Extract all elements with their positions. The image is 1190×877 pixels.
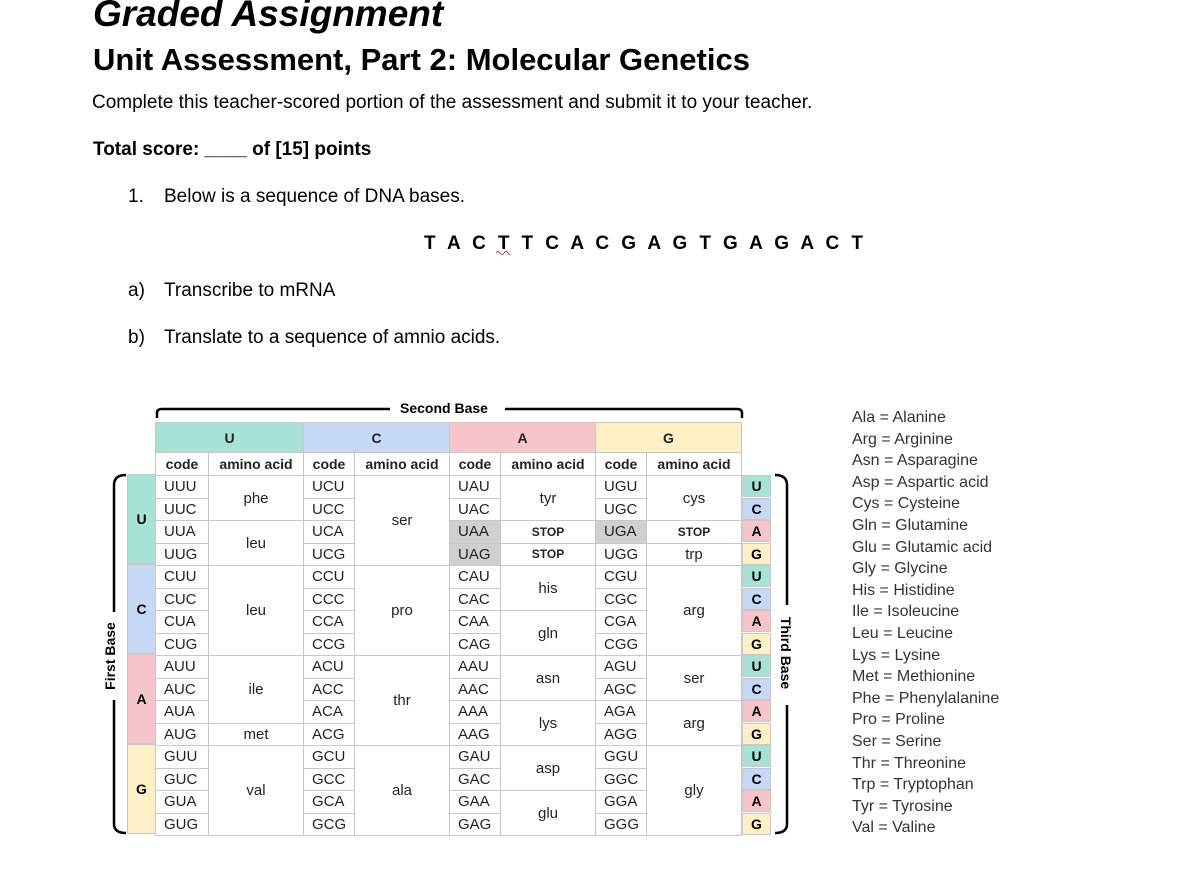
- codon-table: [155, 422, 742, 836]
- legend-item: Ile = Isoleucine: [852, 603, 960, 621]
- part-letter: a): [128, 280, 145, 301]
- amino-acid: phe: [209, 476, 304, 521]
- third-base-cell: U: [742, 475, 771, 497]
- codon: GAA: [450, 791, 501, 814]
- legend-item: Ser = Serine: [852, 732, 942, 750]
- legend-item: Gly = Glycine: [852, 560, 948, 578]
- legend-item: Trp = Tryptophan: [852, 776, 974, 794]
- page-title: Graded Assignment: [93, 0, 444, 34]
- stop-codon: STOP: [501, 543, 596, 566]
- third-base-cell: U: [742, 655, 771, 677]
- stop-codon: STOP: [501, 521, 596, 544]
- amino-acid: asn: [501, 656, 596, 701]
- amino-acid: ser: [647, 656, 742, 701]
- legend-item: Gln = Glutamine: [852, 516, 969, 534]
- codon: CCG: [304, 633, 355, 656]
- codon: GGC: [596, 768, 647, 791]
- codon: UAA: [450, 521, 501, 544]
- legend-item: Met = Methionine: [852, 668, 976, 686]
- codon: AUU: [156, 656, 209, 679]
- dna-sequence: T A C T T C A C G A G T G A G A C T: [424, 233, 867, 254]
- codon: GCG: [304, 813, 355, 836]
- question-part-a: [128, 280, 335, 302]
- stop-codon: STOP: [647, 521, 742, 544]
- legend-item: Cys = Cysteine: [852, 495, 961, 513]
- codon: GGU: [596, 746, 647, 769]
- amino-acid: lys: [501, 701, 596, 746]
- codon: ACU: [304, 656, 355, 679]
- legend-item: Leu = Leucine: [852, 624, 953, 642]
- amino-acid: asp: [501, 746, 596, 791]
- codon: AUG: [156, 723, 209, 746]
- first-base-cell: U: [127, 474, 156, 564]
- codon: UAU: [450, 476, 501, 499]
- codon: CAC: [450, 588, 501, 611]
- amino-acid: arg: [647, 566, 742, 656]
- codon: UAG: [450, 543, 501, 566]
- codon: UUU: [156, 476, 209, 499]
- codon: CCC: [304, 588, 355, 611]
- amino-acid: ser: [355, 476, 450, 566]
- amino-acid: leu: [209, 521, 304, 566]
- first-base-cell: G: [127, 744, 156, 834]
- third-base-cell: A: [742, 520, 771, 542]
- codon: AAG: [450, 723, 501, 746]
- question-number: 1.: [128, 186, 144, 207]
- third-base-cell: G: [742, 633, 771, 655]
- codon: GAG: [450, 813, 501, 836]
- second-base-header: A: [450, 423, 596, 453]
- amino-acid: val: [209, 746, 304, 836]
- part-text: Transcribe to mRNA: [164, 280, 336, 301]
- column-header: amino acid: [647, 453, 742, 476]
- codon: AAC: [450, 678, 501, 701]
- third-base-cell: U: [742, 745, 771, 767]
- legend-item: Asp = Aspartic acid: [852, 473, 989, 491]
- codon: GUG: [156, 813, 209, 836]
- amino-acid: pro: [355, 566, 450, 656]
- third-base-cell: C: [742, 498, 771, 520]
- codon: AAA: [450, 701, 501, 724]
- column-header: amino acid: [209, 453, 304, 476]
- codon: UCG: [304, 543, 355, 566]
- codon: CAU: [450, 566, 501, 589]
- legend-item: Arg = Arginine: [852, 430, 953, 448]
- first-base-cell: A: [127, 654, 156, 744]
- codon: UUG: [156, 543, 209, 566]
- codon: UGU: [596, 476, 647, 499]
- legend-item: Val = Valine: [852, 819, 936, 837]
- question-part-b: [128, 327, 500, 349]
- column-header: code: [156, 453, 209, 476]
- amino-acid: gln: [501, 611, 596, 656]
- codon: AUC: [156, 678, 209, 701]
- codon: CUA: [156, 611, 209, 634]
- codon: UUA: [156, 521, 209, 544]
- codon: ACG: [304, 723, 355, 746]
- third-base-cell: G: [742, 543, 771, 565]
- instructions-text: Complete this teacher-scored portion of the assessment and submit it to your teacher.: [92, 92, 813, 113]
- codon: UCU: [304, 476, 355, 499]
- amino-acid: cys: [647, 476, 742, 521]
- column-header: code: [304, 453, 355, 476]
- column-header: amino acid: [355, 453, 450, 476]
- codon: GCC: [304, 768, 355, 791]
- codon: CCU: [304, 566, 355, 589]
- codon: GGA: [596, 791, 647, 814]
- codon: UCC: [304, 498, 355, 521]
- third-base-label: Third Base: [778, 616, 794, 690]
- codon: GUA: [156, 791, 209, 814]
- third-base-cell: C: [742, 588, 771, 610]
- first-base-label: First Base: [102, 622, 118, 690]
- amino-acid: leu: [209, 566, 304, 656]
- codon: UGG: [596, 543, 647, 566]
- codon: UGC: [596, 498, 647, 521]
- question-1: [128, 186, 465, 208]
- legend-item: Ala = Alanine: [852, 409, 946, 426]
- codon: AGU: [596, 656, 647, 679]
- legend-item: His = Histidine: [852, 581, 955, 599]
- amino-acid: gly: [647, 746, 742, 836]
- codon: GCA: [304, 791, 355, 814]
- codon: AGA: [596, 701, 647, 724]
- codon: CGG: [596, 633, 647, 656]
- codon: CUU: [156, 566, 209, 589]
- amino-acid: tyr: [501, 476, 596, 521]
- codon: CAA: [450, 611, 501, 634]
- amino-acid: his: [501, 566, 596, 611]
- third-base-cell: C: [742, 678, 771, 700]
- amino-acid: ile: [209, 656, 304, 724]
- part-text: Translate to a sequence of amnio acids.: [164, 327, 501, 348]
- total-score: Total score: ____ of [15] points: [93, 139, 372, 160]
- codon: CGA: [596, 611, 647, 634]
- legend-item: Asn = Asparagine: [852, 452, 978, 470]
- legend-item: Lys = Lysine: [852, 646, 941, 664]
- third-base-cell: A: [742, 790, 771, 812]
- second-base-label: Second Base: [400, 400, 488, 416]
- first-base-cell: C: [127, 564, 156, 654]
- codon: AGG: [596, 723, 647, 746]
- legend-item: Pro = Proline: [852, 711, 945, 729]
- legend-item: Tyr = Tyrosine: [852, 797, 953, 815]
- codon: UCA: [304, 521, 355, 544]
- codon: UUC: [156, 498, 209, 521]
- amino-acid-legend: [852, 407, 999, 839]
- amino-acid: met: [209, 723, 304, 746]
- codon: GUU: [156, 746, 209, 769]
- amino-acid: trp: [647, 543, 742, 566]
- third-base-cell: G: [742, 813, 771, 835]
- spellcheck-underline: [496, 250, 510, 256]
- third-base-cell: A: [742, 610, 771, 632]
- second-base-header: C: [304, 423, 450, 453]
- codon: AAU: [450, 656, 501, 679]
- legend-item: Phe = Phenylalanine: [852, 689, 1000, 707]
- codon: UAC: [450, 498, 501, 521]
- column-header: amino acid: [501, 453, 596, 476]
- third-base-cell: A: [742, 700, 771, 722]
- codon: CAG: [450, 633, 501, 656]
- codon: GAU: [450, 746, 501, 769]
- column-header: code: [450, 453, 501, 476]
- second-base-header: U: [156, 423, 304, 453]
- column-header: code: [596, 453, 647, 476]
- codon: CUG: [156, 633, 209, 656]
- codon: GGG: [596, 813, 647, 836]
- amino-acid: glu: [501, 791, 596, 836]
- codon: GUC: [156, 768, 209, 791]
- amino-acid: arg: [647, 701, 742, 746]
- second-base-header: G: [596, 423, 742, 453]
- codon: ACC: [304, 678, 355, 701]
- amino-acid: ala: [355, 746, 450, 836]
- legend-item: Glu = Glutamic acid: [852, 538, 993, 556]
- third-base-cell: U: [742, 565, 771, 587]
- question-text: Below is a sequence of DNA bases.: [164, 186, 466, 207]
- page-subtitle: Unit Assessment, Part 2: Molecular Genetics: [93, 42, 750, 77]
- codon: CGU: [596, 566, 647, 589]
- codon: CUC: [156, 588, 209, 611]
- part-letter: b): [128, 327, 145, 348]
- codon: ACA: [304, 701, 355, 724]
- legend-item: Thr = Threonine: [852, 754, 966, 772]
- amino-acid: thr: [355, 656, 450, 746]
- codon: AGC: [596, 678, 647, 701]
- codon: AUA: [156, 701, 209, 724]
- codon: CCA: [304, 611, 355, 634]
- codon: CGC: [596, 588, 647, 611]
- codon: GCU: [304, 746, 355, 769]
- codon: UGA: [596, 521, 647, 544]
- third-base-cell: C: [742, 768, 771, 790]
- third-base-cell: G: [742, 723, 771, 745]
- codon: GAC: [450, 768, 501, 791]
